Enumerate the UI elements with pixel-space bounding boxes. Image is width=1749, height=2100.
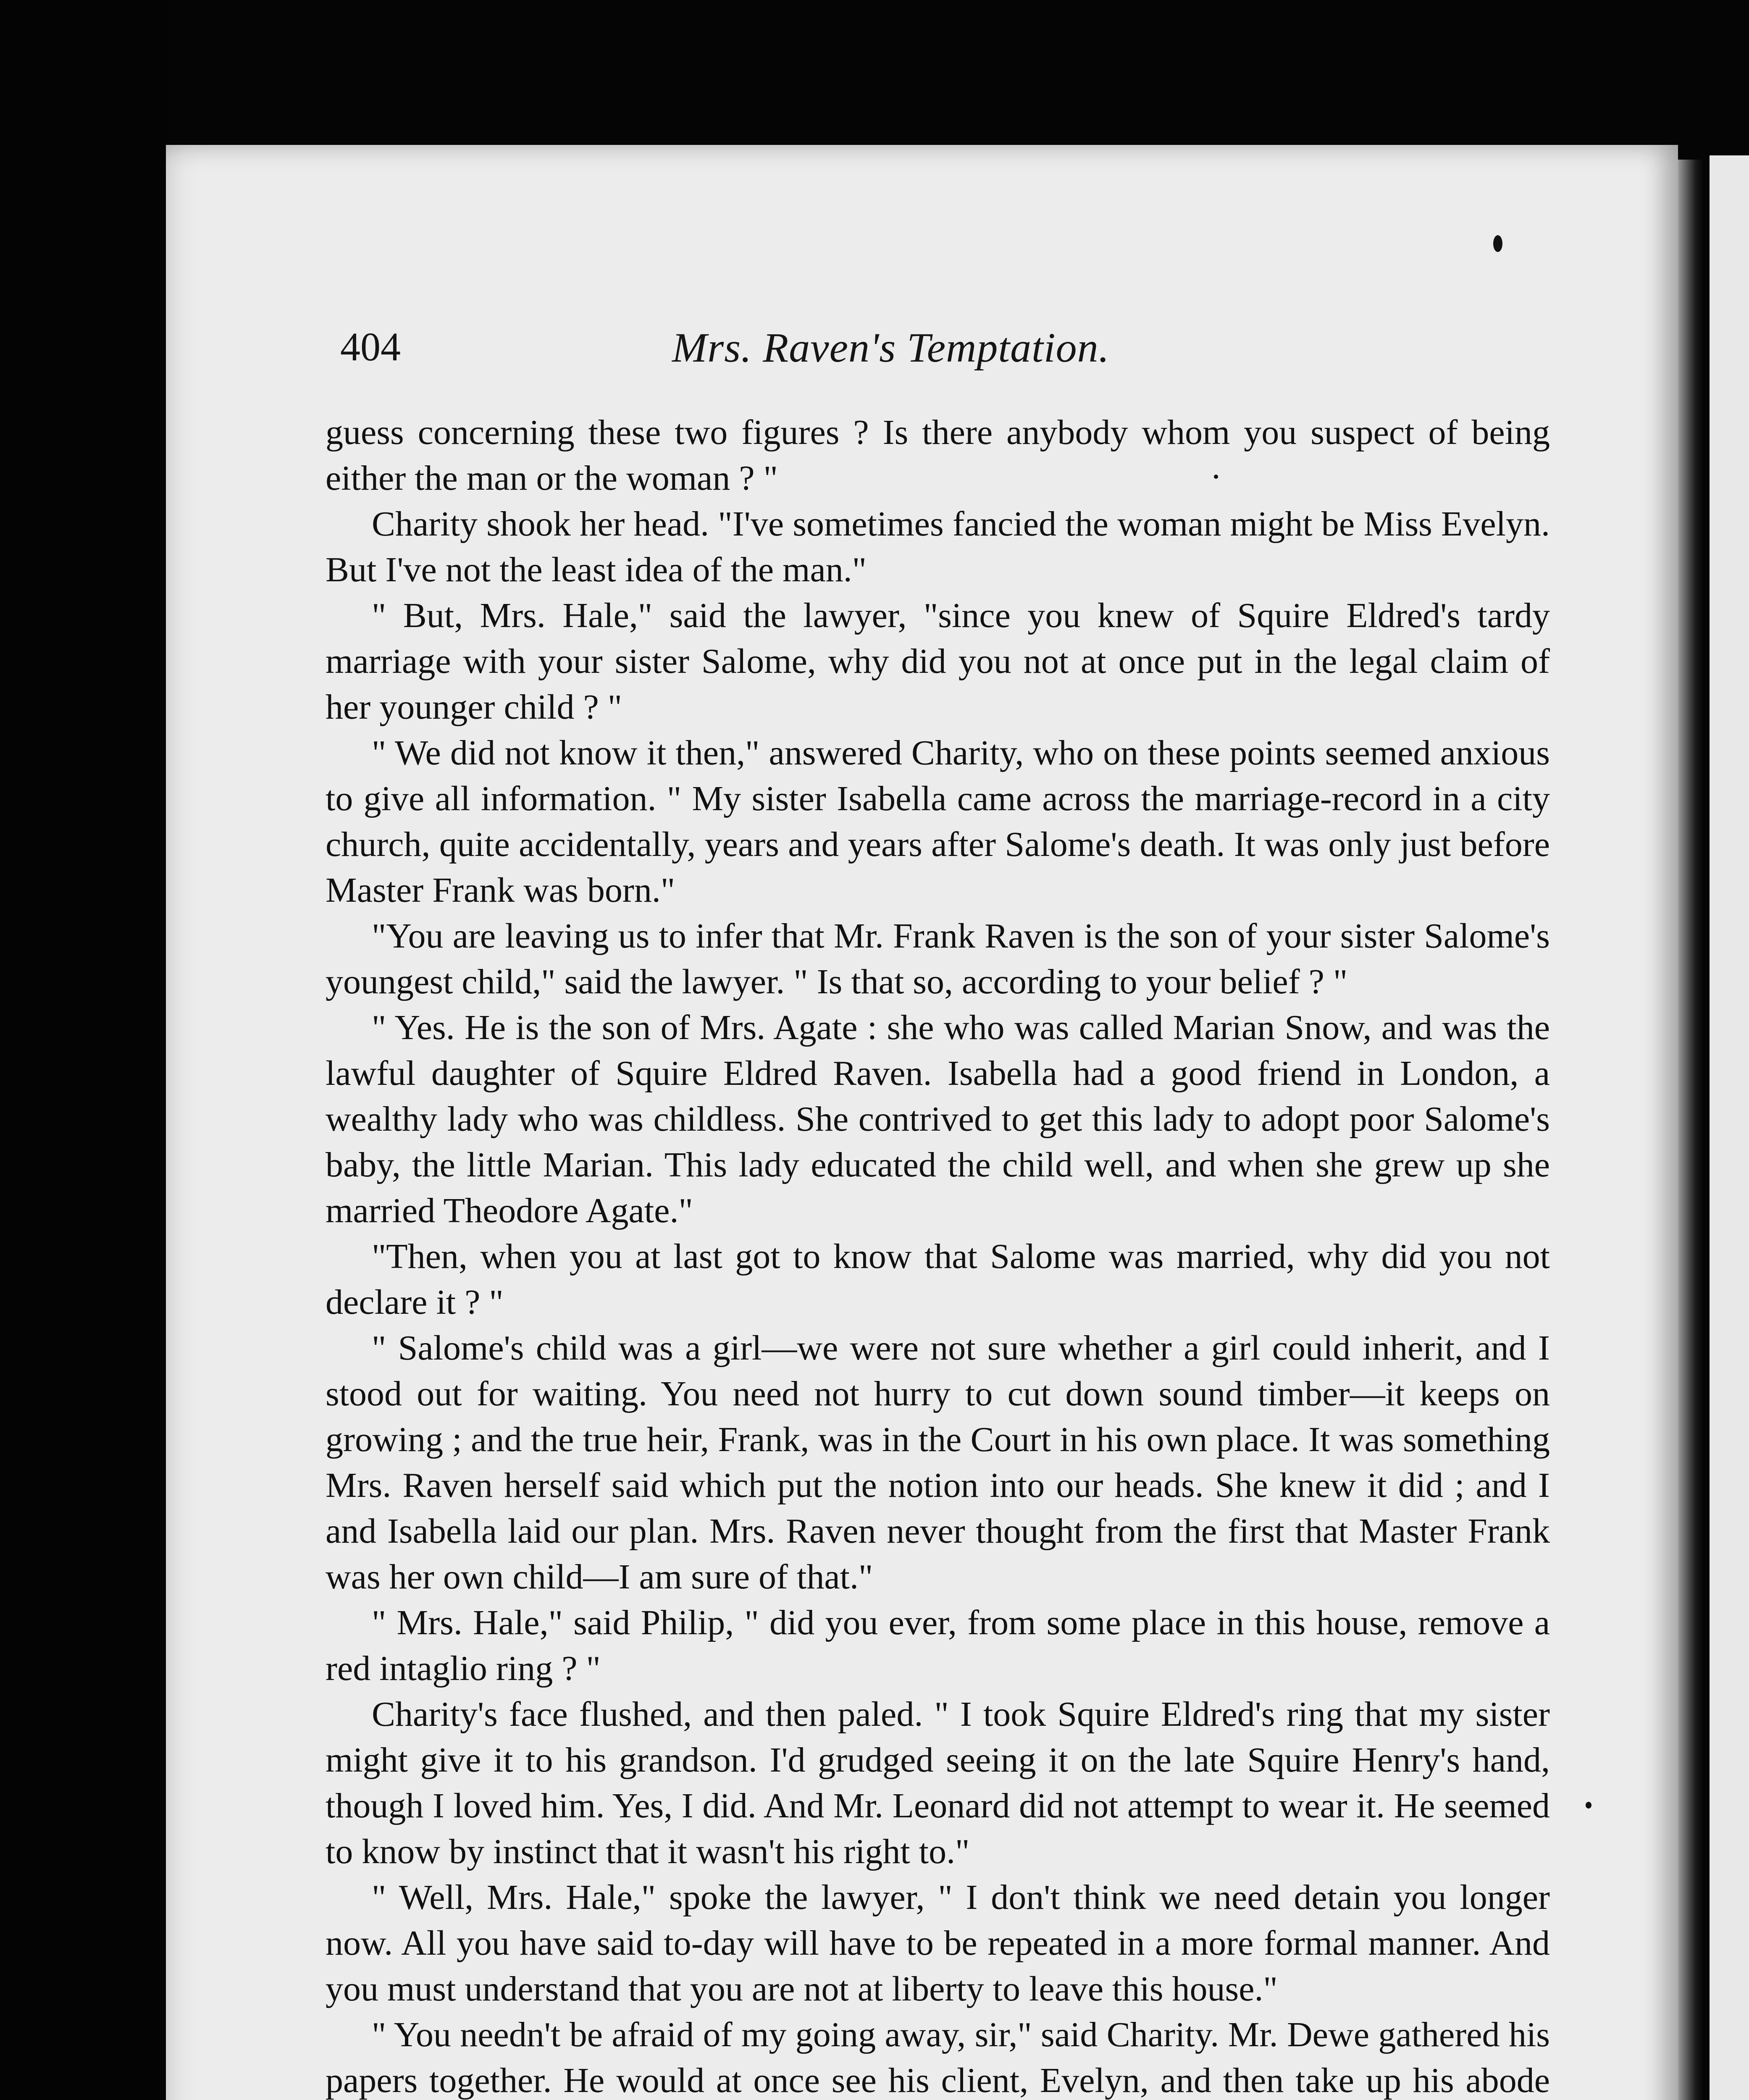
paragraph: " We did not know it then," answered Charity, who on these points seemed anxious to give all information. " My sister Isabella came across the marriage-record in a city church, quite accidentally, years and years after Salome's death. It was only just before Master Frank was born." — [326, 733, 1550, 910]
running-head — [340, 323, 1474, 378]
ink-speck — [1586, 1802, 1591, 1809]
page-edge-shadow — [1678, 160, 1703, 2100]
paragraph: "Then, when you at last got to know that Salome was married, why did you not declare it ? " — [326, 1237, 1550, 1322]
paragraph: " Mrs. Hale," said Philip, " did you ever, from some place in this house, remove a red intaglio ring ? " — [326, 1603, 1550, 1688]
page-number: 404 — [340, 324, 401, 369]
scan-background-left — [0, 0, 168, 2100]
facing-page-sliver — [1710, 155, 1749, 2100]
paragraph: " Yes. He is the son of Mrs. Agate : she who was called Marian Snow, and was the lawful daughter of Squire Eldred Raven. Isabella had a good friend in London, a wealthy lady who was childless. She contrived to get this lady to adopt poor Salome's baby, the little Marian. This lady educated the child well, and when she grew up she married Theodore Agate." — [326, 1008, 1550, 1230]
paragraph: Charity shook her head. "I've sometimes fancied the woman might be Miss Evelyn. But I've not the least idea of the man." — [326, 504, 1550, 589]
paragraph: " You needn't be afraid of my going away, sir," said Charity. Mr. Dewe gathered his papers together. He would at once see his client, Evelyn, and then take up his abode — [326, 2015, 1550, 2100]
paragraph: "You are leaving us to infer that Mr. Frank Raven is the son of your sister Salome's youngest child," said the lawyer. " Is that so, according to your belief ? " — [326, 916, 1550, 1001]
ink-speck — [1493, 235, 1502, 252]
running-title: Mrs. Raven's Temptation. — [672, 324, 1110, 371]
paragraph: guess concerning these two figures ? Is there anybody whom you suspect of being either the man or the woman ? " — [326, 413, 1550, 498]
paragraph: " Well, Mrs. Hale," spoke the lawyer, " I don't think we need detain you longer now. All you have said to-day will have to be repeated in a more formal manner. And you must understand that you are not at liberty to leave this house." — [326, 1878, 1550, 2008]
paragraph: " Salome's child was a girl—we were not sure whether a girl could inherit, and I stood out for waiting. You need not hurry to cut down sound timber—it keeps on growing ; and the true heir, Frank, was in the Court in his own place. It was something Mrs. Raven herself said which put the notion into our heads. She knew it did ; and I and Isabella laid our plan. Mrs. Raven never thought from the first that Master Frank was her own child—I am sure of that." — [326, 1328, 1550, 1596]
paragraph: Charity's face flushed, and then paled. " I took Squire Eldred's ring that my sister might give it to his grandson. I'd grudged seeing it on the late Squire Henry's hand, though I loved him. Yes, I did. And Mr. Leonard did not attempt to wear it. He seemed to know by instinct that it wasn't his right to." — [326, 1695, 1550, 1871]
body-text — [326, 410, 1550, 2100]
paragraph: " But, Mrs. Hale," said the lawyer, "since you knew of Squire Eldred's tardy marriage with your sister Salome, why did you not at once put in the legal claim of her younger child ? " — [326, 596, 1550, 727]
